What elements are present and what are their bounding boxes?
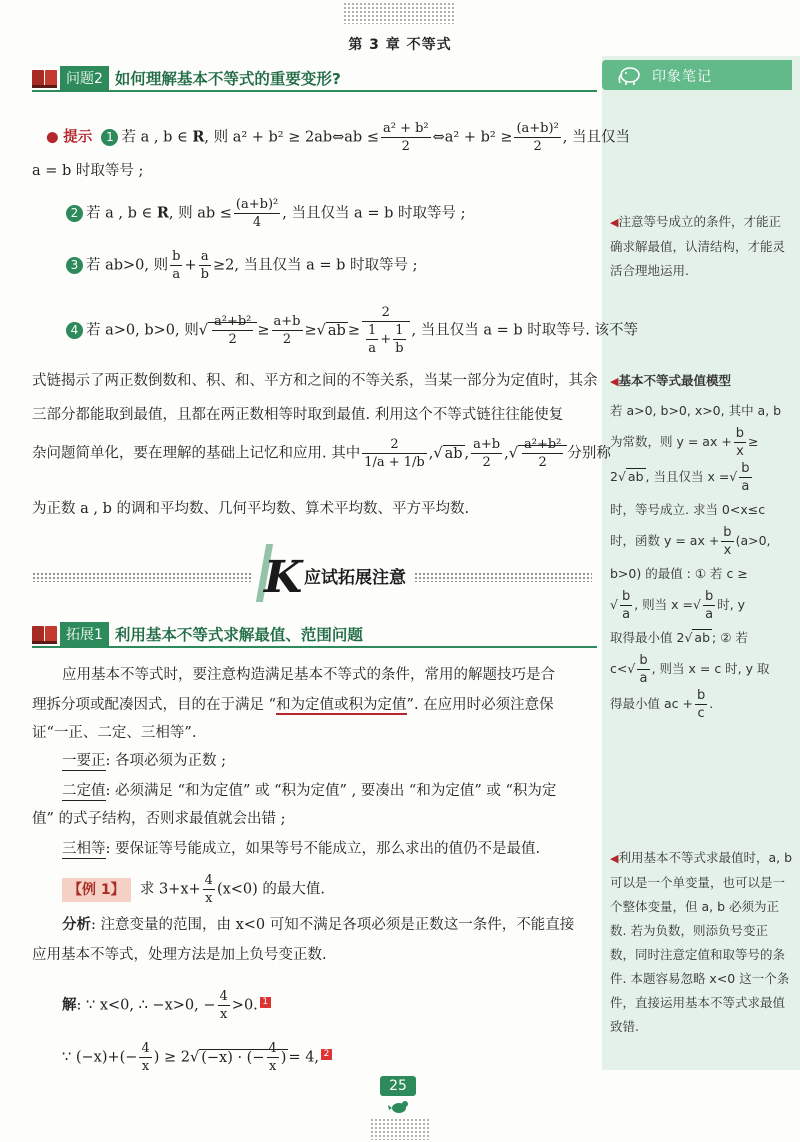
- number-badge-1: 1: [101, 129, 118, 146]
- extension1-tag: 拓展1: [60, 622, 109, 646]
- question2-title: 如何理解基本不等式的重要变形?: [114, 70, 341, 88]
- divider-k-letter: K: [264, 552, 303, 603]
- book-icon: [32, 68, 58, 88]
- step-badge-2: 2: [321, 1049, 332, 1060]
- paragraph-line-4: 为正数 a , b 的调和平均数、几何平均数、算术平均数、平方平均数.: [32, 501, 470, 517]
- triangle-marker-icon: ◀: [610, 216, 619, 229]
- rule-constant-cont: 值” 的式子结构，否则求最值就会出错 ;: [32, 811, 286, 827]
- hint-item-3: 3 若 ab>0, 则 $\frac{b}{a}$ + $\frac{a}{b}$ ≥2, 当且仅当 a = b 时取等号 ;: [66, 248, 418, 283]
- ext-paragraph-1: 应用基本不等式时，要注意构造满足基本不等式的条件，常用的解题技巧是合: [62, 667, 555, 683]
- chapter-title: 第 3 章 不等式: [348, 37, 452, 53]
- book-icon: [32, 624, 58, 644]
- heading-underline: [32, 646, 597, 648]
- divider-dots-right: [414, 572, 592, 582]
- triangle-marker-icon: ◀: [610, 852, 619, 865]
- number-badge-3: 3: [66, 257, 83, 274]
- bird-icon: [387, 1098, 411, 1116]
- rule-constant: 二定值: 必须满足 “和为定值” 或 “积为定值” , 要凑出 “和为定值” 或 “积为定: [62, 783, 557, 799]
- sidebar-note-example: ◀利用基本不等式求最值时，a, b 可以是一个单变量，也可以是一个整体变量，但 a, b 必须为正数. 若为负数，则添负号变正数，同时注意定值和取等号的条件. 本题容易忽略 x<0 这一个条件，直接运用基本不等式求最值致错.: [610, 850, 793, 1034]
- section-divider: [32, 540, 592, 610]
- rule-equal: 三相等: 要保证等号能成立，如果等号不能成立，那么求出的值仍不是最值.: [62, 841, 541, 857]
- rule-positive: 一要正: 各项必须为正数 ;: [62, 753, 226, 769]
- hint-label: 提示: [63, 129, 93, 146]
- header-pattern: [343, 2, 455, 24]
- example-tag: 【例 1】: [62, 878, 131, 902]
- sidebar-header: [602, 60, 792, 90]
- hint-item-4: 4 若 a>0, b>0, 则√ $\frac{\text{a²+b²}}{2}$ ≥ $\frac{a+b}{2}$ ≥√ ab ≥ 2 $\frac{1}{a}$ + $\frac{1}{b}$ , 当且仅当 a = b 时取等号. 该不等: [66, 304, 638, 357]
- solution-line-2: ∵ (−x)+(− $\frac{4}{x}$ ) ≥ 2√ (−x) · (− $\frac{4}{x}$ ) = 4, 2: [62, 1040, 332, 1075]
- leaf-icon: ●: [46, 129, 59, 146]
- question2-tag: 问题2: [60, 66, 109, 90]
- hint-item-2: 2 若 a , b ∈ R, 则 ab ≤ $\frac{\text{(a+b)²}}{4}$ , 当且仅当 a = b 时取等号 ;: [66, 196, 465, 231]
- number-badge-2: 2: [66, 205, 83, 222]
- sidebar-note-model: ◀基本不等式最值模型 若 a>0, b>0, x>0, 其中 a, b 为常数，则 y = ax + $\frac{b}{x}$ ≥ 2√ ab , 当且仅当 x =√ $\frac{b}{a}$ 时，等号成立. 求当 0<x≤c 时，函数 y = ax + $\frac{b}{x}$ (a>0, b>0) 的最值 : ① 若 c ≥ √ $\frac{b}{a}$ , 则当 x =√ $\frac{b}{a}$ 时, y 取得最小值 2√ ab ; ② 若 c<√ $\frac{b}{a}$ , 则当 x = c 时, y 取 得最小值 ac + $\frac{b}{c}$ .: [610, 373, 782, 721]
- paragraph-line-3: 杂问题简单化，要在理解的基础上记忆和应用. 其中 $\frac{2}{1/a + 1/b}$ ,√ ab , $\frac{a+b}{2}$ ,√ $\frac{\text{a²+b²}}{2}$ 分别称: [32, 437, 611, 470]
- paragraph-line-2: 三部分都能取到最值，且都在两正数相等时取到最值. 利用这个不等式链往往能使复: [32, 407, 564, 423]
- sidebar-note-equality: ◀注意等号成立的条件，才能正确求解最值，认清结构，才能灵活合理地运用.: [610, 214, 786, 278]
- ext-paragraph-3: 证“一正、二定、三相等”.: [32, 725, 197, 741]
- heading-underline: [32, 90, 597, 92]
- page-number: 25: [380, 1076, 416, 1096]
- question2-heading: [32, 66, 341, 90]
- divider-title: 应试拓展注意: [304, 568, 406, 588]
- step-badge-1: 1: [260, 997, 271, 1008]
- ext-paragraph-2: 理拆分项或配凑因式，目的在于满足 “和为定值或积为定值”. 在应用时必须注意保: [32, 697, 554, 713]
- analysis-line-2: 应用基本不等式，处理方法是加上负号变正数.: [32, 947, 327, 963]
- divider-dots-left: [32, 572, 252, 582]
- hint-item-1: ● 提示 1 若 a , b ∈ R, 则 a² + b² ≥ 2ab⇔ab ≤ $\frac{\text{a² + b²}}{2}$ ⇔a² + b² ≥ $\frac{\text{(a+b)²}}{2}$ , 当且仅当: [46, 121, 631, 154]
- extension1-title: 利用基本不等式求解最值、范围问题: [114, 626, 363, 644]
- triangle-marker-icon: ◀: [610, 375, 619, 388]
- number-badge-4: 4: [66, 322, 83, 339]
- solution-line-1: 解: ∵ x<0, ∴ −x>0, − $\frac{4}{x}$ >0. 1: [62, 988, 271, 1023]
- footer-pattern: [370, 1118, 430, 1140]
- paragraph-line-1: 式链揭示了两正数倒数和、积、和、平方和之间的不等关系，当某一部分为定值时，其余: [32, 373, 598, 389]
- elephant-logo-icon: [616, 63, 642, 87]
- sidebar-title: 印象笔记: [652, 69, 712, 85]
- analysis-line-1: 分析: 注意变量的范围，由 x<0 可知不满足各项必须是正数这一条件，不能直接: [62, 916, 575, 933]
- hint-item-1-cont: a = b 时取等号 ;: [32, 163, 144, 179]
- example-1: 【例 1】 求 3+x+ $\frac{4}{x}$ (x<0) 的最大值.: [62, 872, 325, 907]
- extension1-heading: [32, 622, 363, 646]
